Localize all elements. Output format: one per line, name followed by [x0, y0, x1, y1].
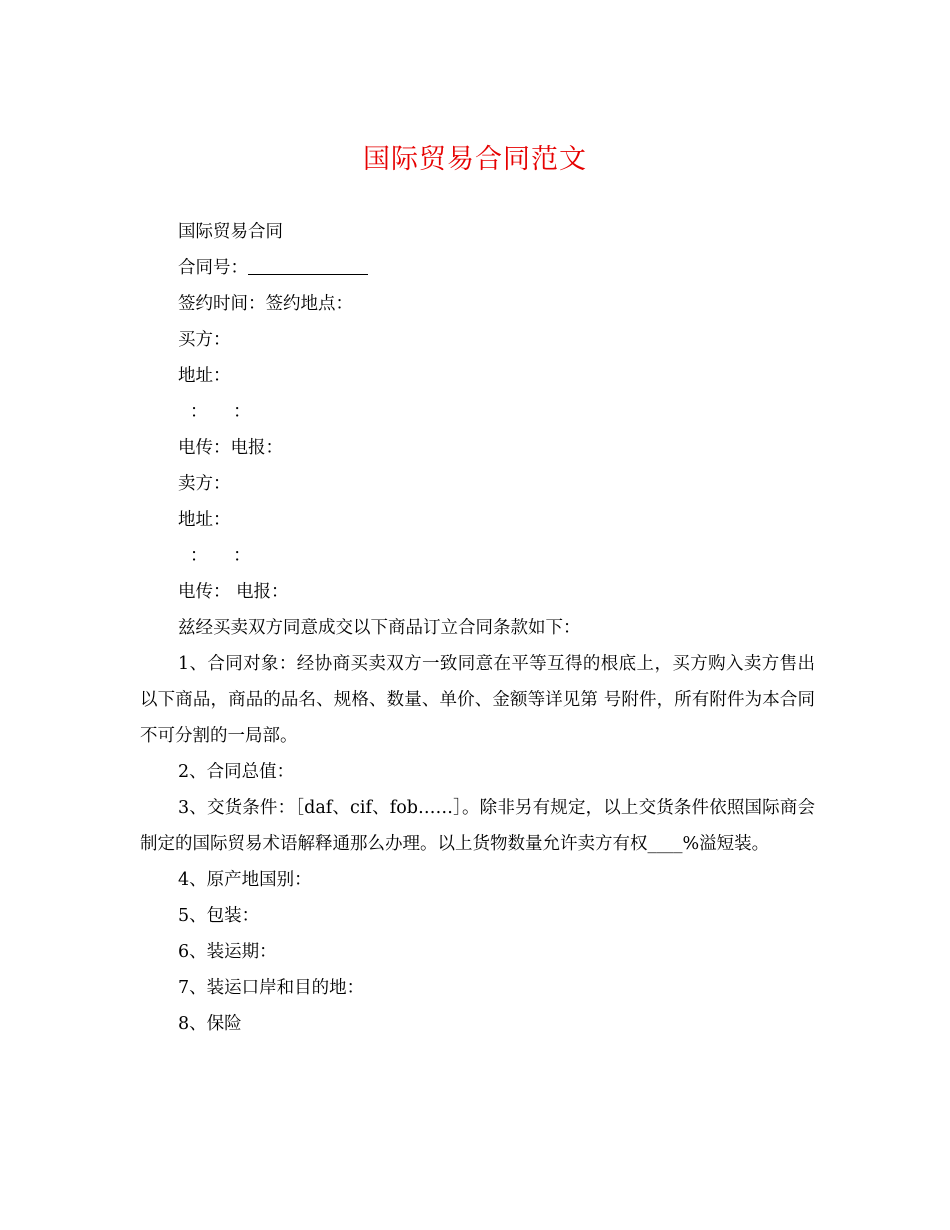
- sign-time-place-line: 签约时间：签约地点：: [178, 294, 353, 314]
- seller-line: 卖方：: [178, 474, 231, 494]
- buyer-fax-telegram-line: 电传：电报：: [178, 438, 283, 458]
- document-body: [140, 214, 815, 1042]
- clause-3: 3、交货条件：［daf、cif、fob……］。除非另有规定，以上交货条件依照国际商会制定的国际贸易术语解释通那么办理。以上货物数量允许卖方有权____%溢短装。: [140, 798, 815, 854]
- contract-number-label: 合同号：: [178, 258, 248, 278]
- clause-4: 4、原产地国别：: [178, 870, 312, 890]
- buyer-address-line: 地址：: [178, 366, 231, 386]
- intro-line: 兹经买卖双方同意成交以下商品订立合同条款如下：: [178, 618, 581, 638]
- buyer-line: 买方：: [178, 330, 231, 350]
- contract-number-line: [140, 250, 815, 286]
- seller-fax-telegram-line: 电传： 电报：: [178, 582, 289, 602]
- clause-8: 8、保险: [178, 1014, 242, 1034]
- clause-1: 1、合同对象：经协商买卖双方一致同意在平等互得的根底上，买方购入卖方售出以下商品，商品的品名、规格、数量、单价、金额等详见第 号附件，所有附件为本合同不可分割的一局部。: [140, 654, 815, 746]
- seller-address-line: 地址：: [178, 510, 231, 530]
- clause-5: 5、包装：: [178, 906, 260, 926]
- contract-number-blank: [248, 250, 368, 275]
- buyer-colons-line: ： ：: [190, 402, 251, 422]
- document-title: 国际贸易合同范文: [363, 144, 587, 175]
- seller-colons-line: ： ：: [190, 546, 251, 566]
- clause-6: 6、装运期：: [178, 942, 277, 962]
- clause-2: 2、合同总值：: [178, 762, 295, 782]
- clause-7: 7、装运口岸和目的地：: [178, 978, 365, 998]
- contract-heading: 国际贸易合同: [178, 222, 283, 242]
